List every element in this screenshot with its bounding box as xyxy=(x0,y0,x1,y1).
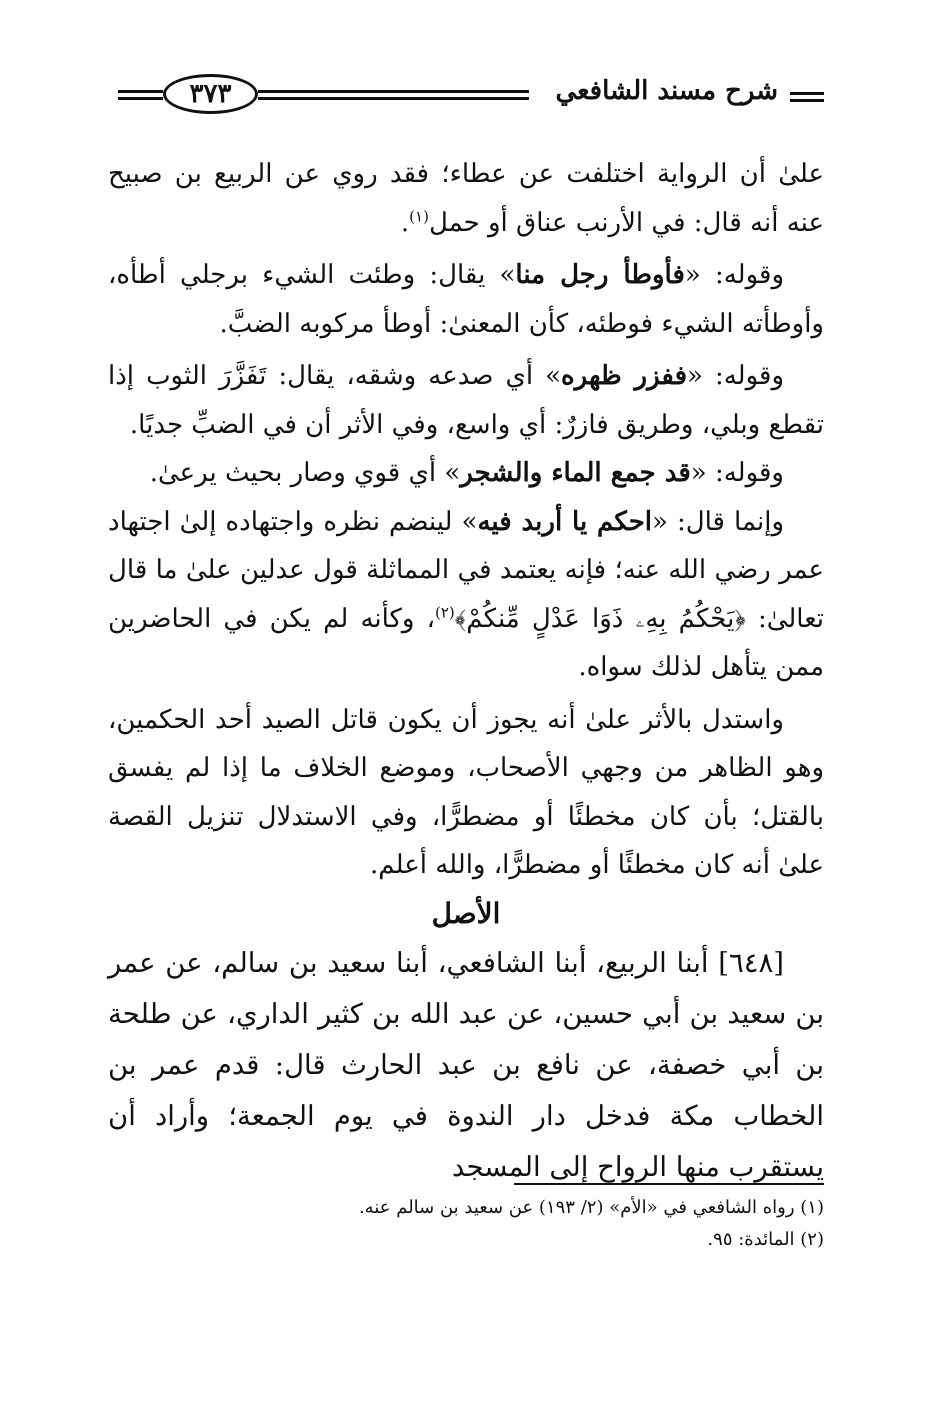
paragraph-4: وقوله: «قد جمع الماء والشجر» أي قوي وصار بحيث يرعىٰ. xyxy=(149,458,784,488)
book-title: شرح مسند الشافعي xyxy=(555,76,778,106)
header-rule-left xyxy=(118,90,163,100)
quoted-term: فأوطأ رجل منا xyxy=(515,260,685,290)
footnote-2: (٢) المائدة: ٩٥. xyxy=(707,1229,824,1250)
asl-text: [٦٤٨] أبنا الربيع، أبنا الشافعي، أبنا سعيد بن سالم، عن عمر بن سعيد بن أبي حسين، عن عبد الله بن كثير الداري، عن طلحة بن أبي خصفة، عن نافع بن عبد الحارث قال: قدم عمر بن الخطاب مكة فدخل دار الندوة في يوم الجمعة؛ وأراد أن يستقرب منها الرواح إلى المسجد xyxy=(108,947,824,1183)
running-header xyxy=(118,70,824,120)
quoted-term: ففزر ظهره xyxy=(561,361,687,391)
footnote-ref-1: (١) xyxy=(409,206,429,225)
paragraph-3: وقوله: «ففزر ظهره» أي صدعه وشقه، يقال: تَفَزَّرَ الثوب إذا تقطع وبلي، وطريق فازرٌ: أي واسع، وفي الأثر أن في الضبِّ جديًا. xyxy=(108,361,824,440)
footnotes xyxy=(108,1192,824,1256)
section-heading: الأصل xyxy=(431,896,501,930)
footnote-separator xyxy=(514,1183,824,1185)
paragraph-2: وقوله: «فأوطأ رجل منا» يقال: وطئت الشيء برجلي أطأه، وأوطأته الشيء فوطئه، كأن المعنىٰ: أوطأ مركوبه الضبَّ. xyxy=(108,260,824,339)
paragraph-6: واستدل بالأثر علىٰ أنه يجوز أن يكون قاتل الصيد أحد الحكمين، وهو الظاهر من وجهي الأصحاب، وموضع الخلاف ما إذا لم يفسق بالقتل؛ بأن كان مخطئًا أو مضطرًّا، وفي الاستدلال تنزيل القصة علىٰ أنه كان مخطئًا أو مضطرًّا، والله أعلم. xyxy=(108,704,824,880)
page-number: ٣٧٣ xyxy=(163,74,258,114)
paragraph-5: وإنما قال: «احكم يا أربد فيه» لينضم نظره واجتهاده إلىٰ اجتهاد عمر رضي الله عنه؛ فإنه يعتمد في المماثلة قول عدلين علىٰ ما قال تعالىٰ: ﴿يَحْكُمُ بِهِۦ ذَوَا عَدْلٍ مِّنكُمْ﴾$^{(٢)}$، وكأنه لم يكن في الحاضرين ممن يتأهل لذلك سواه. xyxy=(108,506,825,682)
header-dash-ornament xyxy=(790,92,824,102)
header-rule xyxy=(258,90,529,100)
footnote-1: (١) رواه الشافعي في «الأم» (٢/ ١٩٣) عن سعيد بن سالم عنه. xyxy=(358,1197,824,1218)
quoted-term: قد جمع الماء والشجر xyxy=(460,458,691,488)
body-text xyxy=(108,150,824,1193)
quoted-term: احكم يا أربد فيه xyxy=(477,506,652,537)
paragraph-1: علىٰ أن الرواية اختلفت عن عطاء؛ فقد روي عن الربيع بن صبيح عنه أنه قال: في الأرنب عناق أو حمل$^{(١)}$. xyxy=(108,159,824,238)
footnote-ref-2: (٢) xyxy=(435,602,455,621)
